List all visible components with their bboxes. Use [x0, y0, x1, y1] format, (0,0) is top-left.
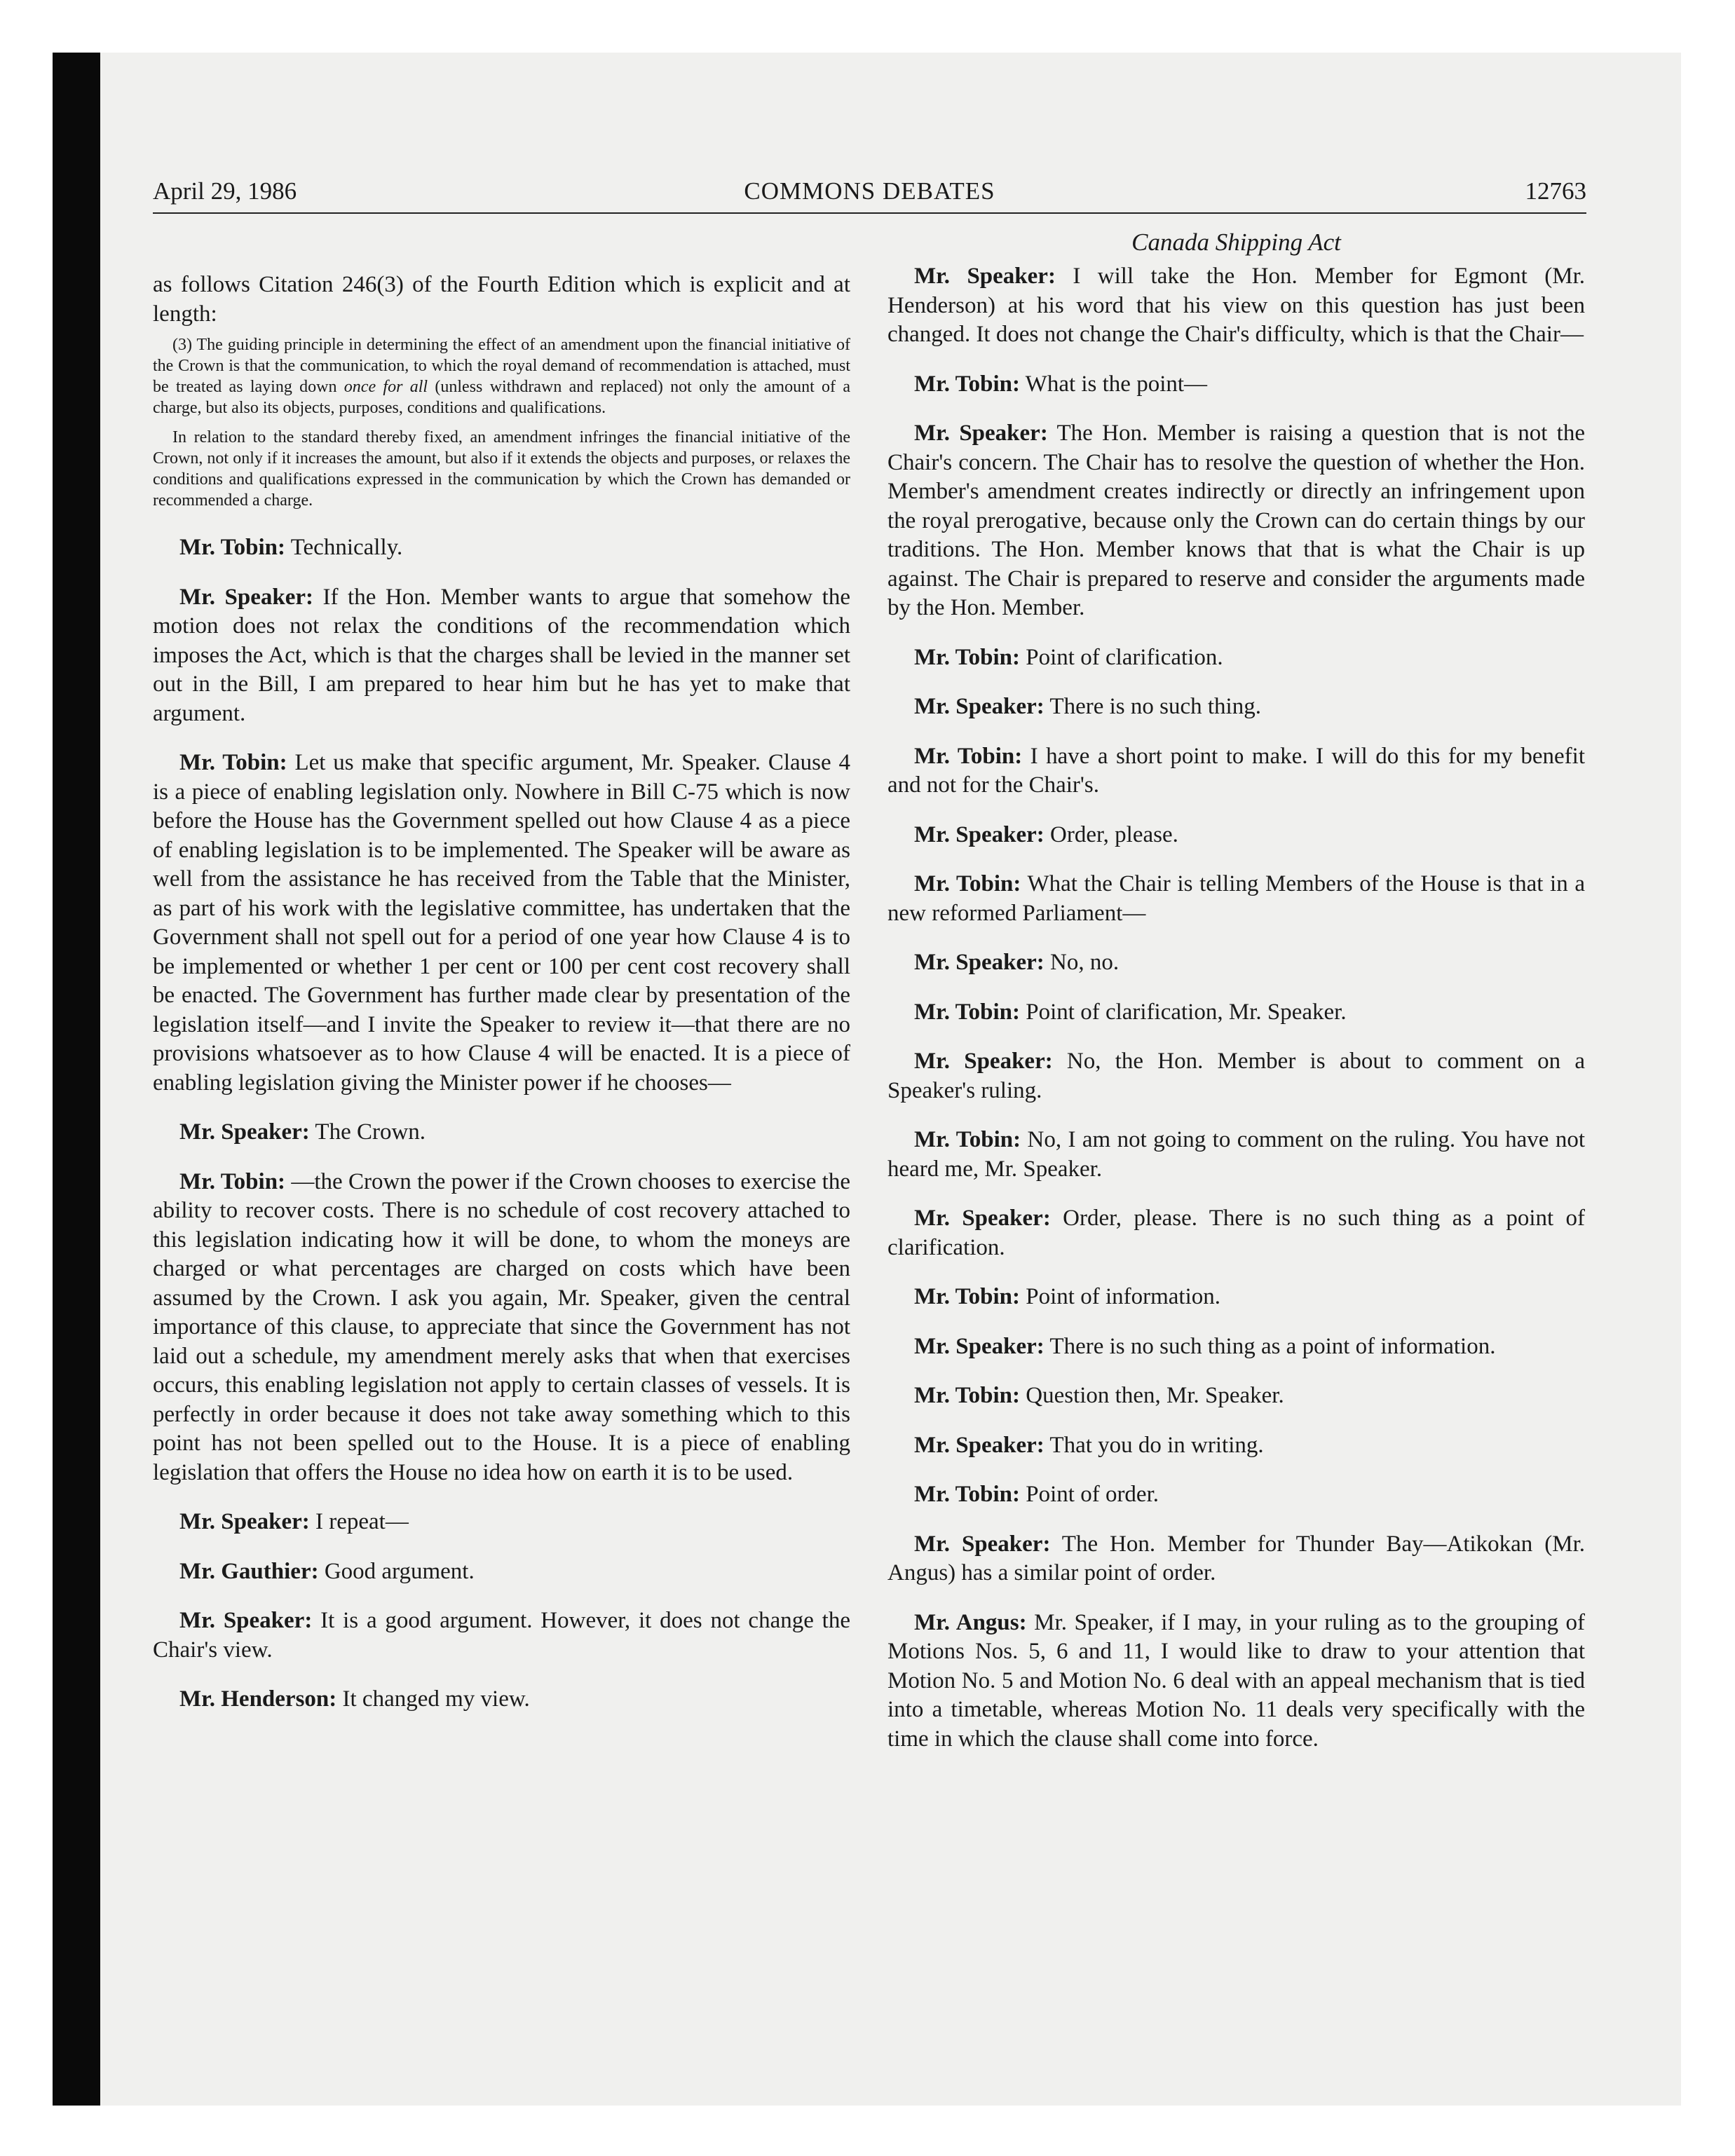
speech-text: Point of clarification.	[1020, 644, 1223, 670]
scan-edge-shadow	[53, 53, 100, 2106]
debate-paragraph	[153, 1606, 850, 1665]
debate-paragraph	[887, 1530, 1585, 1588]
speaker-name: Mr. Tobin:	[914, 871, 1021, 896]
speech-text: Point of clarification, Mr. Speaker.	[1020, 999, 1347, 1025]
citation-quote-2: In relation to the standard thereby fixed, an amendment infringes the financial initiative of the Crown, not only if it increases the amount, but also if it extends the objects and purposes, or relaxes the conditions and qualifications expressed in the communication by which the Crown has demanded or recommended a charge.	[153, 428, 850, 510]
debate-paragraph	[153, 1118, 850, 1147]
speaker-name: Mr. Gauthier:	[179, 1558, 319, 1584]
debate-paragraph	[887, 643, 1585, 673]
debate-paragraph	[153, 749, 850, 1098]
speech-text: Let us make that specific argument, Mr. Speaker. Clause 4 is a piece of enabling legislation only. Nowhere in Bill C-75 which is now before the House has the Government spelled out how Clause 4 as a piece of enabling legislation is to be implemented. The Speaker will be aware as well from the assistance he has received from the Table that the Minister, as part of his work with the legislative committee, has undertaken that the Government shall not spell out for a period of one year how Clause 4 is to be implemented or whether 1 per cent or 100 per cent cost recovery shall be enacted. The Government has further made clear by presentation of the legislation itself—and I invite the Speaker to review it—that there are no provisions whatsoever as to how Clause 4 will be enacted. It is a piece of enabling legislation giving the Minister power if he chooses—	[153, 750, 850, 1096]
speaker-name: Mr. Speaker:	[914, 821, 1045, 847]
speech-text: What the Chair is telling Members of the House is that in a new reformed Parliament—	[887, 871, 1586, 926]
speaker-name: Mr. Speaker:	[179, 1119, 310, 1145]
speaker-name: Mr. Speaker:	[914, 1206, 1051, 1231]
speaker-name: Mr. Angus:	[914, 1609, 1027, 1635]
debate-paragraph	[153, 583, 850, 729]
speaker-name: Mr. Speaker:	[914, 1531, 1051, 1557]
speaker-name: Mr. Speaker:	[914, 264, 1056, 289]
speech-text: No, no.	[1044, 950, 1120, 975]
debate-paragraph	[887, 692, 1585, 722]
debate-paragraph	[887, 1332, 1585, 1362]
speaker-name: Mr. Speaker:	[914, 1049, 1053, 1074]
speech-text: Question then, Mr. Speaker.	[1020, 1383, 1284, 1408]
debate-paragraph	[887, 1047, 1585, 1105]
running-head: Canada Shipping Act	[1131, 228, 1341, 256]
debate-paragraph	[153, 1557, 850, 1587]
speech-text: If the Hon. Member wants to argue that somehow the motion does not relax the conditions of the recommendation which imposes the Act, which is that the charges shall be levied in the manner set out in the Bill, I am prepared to hear him but he has yet to make that argument.	[153, 584, 850, 726]
debate-paragraph	[153, 533, 850, 563]
speaker-name: Mr. Speaker:	[179, 1608, 313, 1633]
speech-text: —the Crown the power if the Crown chooses to exercise the ability to recover costs. There is no schedule of cost recovery attached to this legislation indicating how it will be done, to whom the moneys are charged or what percentages are charged on costs which have been assumed by the Crown. I ask you again, Mr. Speaker, given the central importance of this clause, to appreciate that since the Government has not laid out a schedule, my amendment merely asks that when that exercises occurs, this enabling legislation not apply to certain classes of vessels. It is perfectly in order because it does not take away something which to this point has not been spelled out to the House. It is a piece of enabling legislation that offers the House no idea how on earth it is to be used.	[153, 1168, 850, 1485]
speech-text: The Hon. Member is raising a question that is not the Chair's concern. The Chair has to resolve the question of whether the Hon. Member's amendment creates indirectly or directly an infringement upon the royal prerogative, because only the Crown can do certain things by our traditions. The Hon. Member knows that that is what the Chair is up against. The Chair is prepared to reserve and consider the arguments made by the Hon. Member.	[887, 421, 1585, 620]
citation-quote-1-post: (unless withdrawn and replaced) not only the amount of a charge, but also its objects, purposes, conditions and qualifications.	[153, 378, 851, 417]
speaker-name: Mr. Speaker:	[914, 1432, 1045, 1458]
debate-paragraph	[887, 870, 1585, 928]
speaker-name: Mr. Speaker:	[914, 421, 1048, 446]
speaker-name: Mr. Henderson:	[179, 1686, 337, 1712]
debate-paragraph	[887, 948, 1585, 978]
speech-text: What is the point—	[1020, 371, 1208, 397]
speech-text: That you do in writing.	[1044, 1432, 1264, 1458]
speaker-name: Mr. Tobin:	[914, 1127, 1021, 1152]
speaker-name: Mr. Tobin:	[179, 1168, 286, 1194]
speaker-name: Mr. Speaker:	[914, 1333, 1045, 1359]
speaker-name: Mr. Speaker:	[914, 950, 1045, 975]
debate-paragraph	[887, 1480, 1585, 1510]
debate-paragraph	[887, 1431, 1585, 1461]
speaker-name: Mr. Tobin:	[914, 999, 1021, 1025]
speaker-name: Mr. Tobin:	[914, 1383, 1021, 1408]
debate-paragraph	[153, 1508, 850, 1537]
speaker-name: Mr. Speaker:	[914, 694, 1045, 719]
header-date: April 29, 1986	[153, 177, 297, 205]
speech-text: No, the Hon. Member is about to comment on a Speaker's ruling.	[887, 1049, 1585, 1103]
speech-text: It is a good argument. However, it does not change the Chair's view.	[153, 1608, 850, 1663]
speaker-name: Mr. Tobin:	[914, 1284, 1021, 1309]
speaker-name: Mr. Tobin:	[914, 644, 1021, 670]
header-publication-title: COMMONS DEBATES	[744, 177, 995, 205]
citation-quote-1	[153, 334, 850, 418]
debate-paragraph	[153, 1168, 850, 1488]
speech-text: I repeat—	[309, 1509, 409, 1534]
speech-text: Mr. Speaker, if I may, in your ruling as to the grouping of Motions Nos. 5, 6 and 11, I would like to draw to your attention that Motion No. 5 and Motion No. 6 deal with an appeal mechanism that is tied into a timetable, whereas Motion No. 11 deals very specifically with the time in which the clause shall come into force.	[887, 1609, 1585, 1752]
speech-text: The Hon. Member for Thunder Bay—Atikokan (Mr. Angus) has a similar point of order.	[887, 1531, 1585, 1585]
citation-quote-1-emphasis: once for all	[343, 378, 428, 396]
speaker-name: Mr. Tobin:	[914, 1482, 1021, 1507]
page-header	[153, 177, 1586, 214]
speaker-name: Mr. Tobin:	[179, 535, 286, 560]
debate-paragraph	[887, 1609, 1585, 1754]
speech-text: Point of information.	[1020, 1284, 1220, 1309]
intro-paragraph: as follows Citation 246(3) of the Fourth Edition which is explicit and at length:	[153, 272, 850, 327]
debate-paragraph	[887, 262, 1585, 350]
debate-paragraph	[153, 1685, 850, 1714]
debate-paragraph	[887, 419, 1585, 623]
speech-text: I have a short point to make. I will do this for my benefit and not for the Chair's.	[887, 743, 1585, 798]
speaker-name: Mr. Tobin:	[914, 371, 1021, 397]
speech-text: Good argument.	[318, 1558, 475, 1584]
debate-paragraph	[887, 821, 1585, 850]
speech-text: Order, please. There is no such thing as a point of clarification.	[887, 1206, 1585, 1260]
debate-paragraph	[887, 1283, 1585, 1312]
left-column	[153, 223, 850, 1735]
speaker-name: Mr. Tobin:	[179, 750, 287, 775]
header-page-number: 12763	[1525, 177, 1586, 205]
citation-quote-1-pre: (3) The guiding principle in determining the effect of an amendment upon the financial initiative of the Crown is that the communication, to which the royal demand of recommendation is attached, must be treated as laying down	[153, 336, 850, 396]
speech-text: No, I am not going to comment on the ruling. You have not heard me, Mr. Speaker.	[887, 1127, 1585, 1182]
debate-paragraph	[887, 998, 1585, 1028]
debate-paragraph	[887, 1381, 1585, 1411]
speech-text: It changed my view.	[336, 1686, 530, 1712]
debate-paragraph	[887, 1204, 1585, 1262]
speaker-name: Mr. Speaker:	[179, 584, 314, 610]
speech-text: I will take the Hon. Member for Egmont (Mr. Henderson) at his word that his view on this question has just been changed. It does not change the Chair's difficulty, which is that the Chair—	[887, 264, 1585, 347]
speech-text: Order, please.	[1044, 821, 1178, 847]
debate-paragraph	[887, 370, 1585, 400]
speech-text: Technically.	[285, 535, 403, 560]
speech-text: Point of order.	[1020, 1482, 1159, 1507]
debate-paragraph	[887, 742, 1585, 800]
speaker-name: Mr. Tobin:	[914, 743, 1023, 769]
right-column	[887, 223, 1585, 1774]
speech-text: The Crown.	[309, 1119, 426, 1145]
speaker-name: Mr. Speaker:	[179, 1509, 310, 1534]
debate-paragraph	[887, 1126, 1585, 1184]
speech-text: There is no such thing.	[1044, 694, 1261, 719]
speech-text: There is no such thing as a point of information.	[1044, 1333, 1496, 1359]
